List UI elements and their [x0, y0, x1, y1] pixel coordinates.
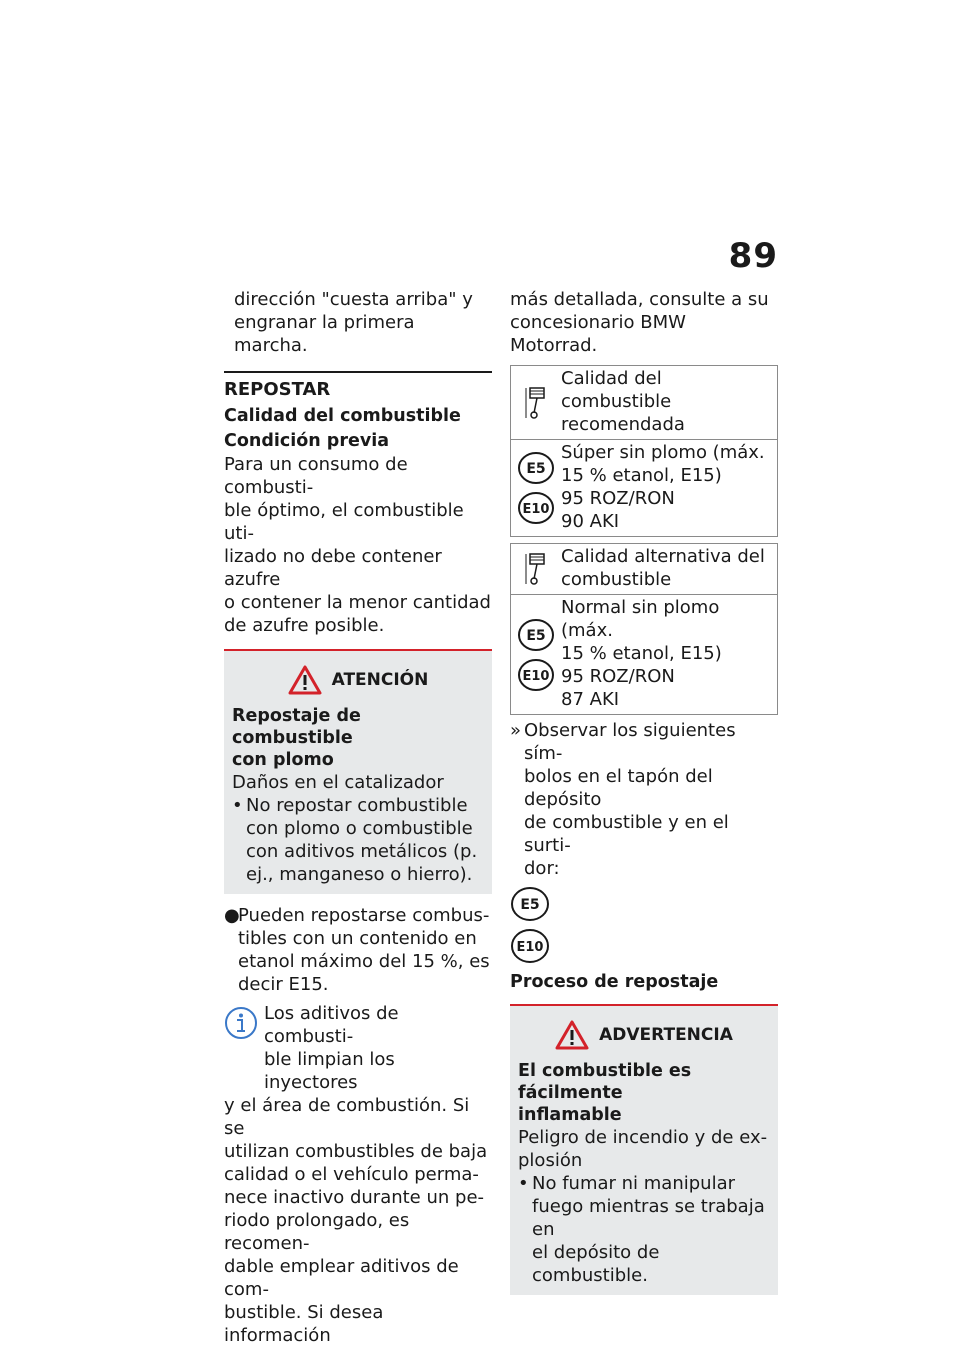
- attention-box: [224, 649, 492, 894]
- badge-label: E10: [516, 940, 544, 955]
- intro-text: [224, 288, 492, 357]
- fuel-table-header: [511, 544, 777, 594]
- text-line: Observar los siguientes sím-: [524, 720, 736, 764]
- text-line: dirección "cuesta arriba" y: [234, 289, 473, 310]
- fuel-table-body: [511, 439, 777, 536]
- text-line: Para un consumo de combusti-: [224, 454, 408, 498]
- text-line: con aditivos metálicos (p.: [246, 841, 478, 862]
- text-line: Calidad alternativa del: [561, 546, 765, 567]
- badge-label: E5: [526, 627, 546, 644]
- attention-subtitle: Daños en el catalizador: [232, 772, 444, 793]
- attention-bullet: [232, 794, 484, 886]
- text-line: lizado no debe contener azufre: [224, 546, 442, 590]
- text-line: bustible. Si desea información: [224, 1302, 384, 1346]
- page-number: 89: [728, 236, 778, 276]
- engine-piston-icon: [523, 386, 549, 420]
- note-bullet: [224, 904, 492, 996]
- text-line: más detallada, consulte a su: [510, 289, 769, 310]
- fuel-table-recommended: [510, 365, 778, 537]
- text-line: ble limpian los inyectores: [264, 1049, 395, 1093]
- e10-badge-icon: [517, 658, 555, 692]
- text-line: recomendada: [561, 414, 685, 435]
- text-line: Normal sin plomo (máx.: [561, 597, 720, 641]
- badge-label: E10: [522, 502, 550, 517]
- text-line: riodo prolongado, es recomen-: [224, 1210, 410, 1254]
- text-line: combustible: [561, 569, 672, 590]
- step-instruction: [510, 719, 778, 880]
- text-line: ble óptimo, el combustible uti-: [224, 500, 464, 544]
- warning-subtitle: Peligro de incendio y de ex-: [518, 1127, 768, 1148]
- text-line: dable emplear aditivos de com-: [224, 1256, 459, 1300]
- text-line: Calidad del combustible: [561, 368, 672, 412]
- condition-title: Condición previa: [224, 431, 390, 451]
- subsection-title: Calidad del combustible: [224, 406, 461, 426]
- condition-text: [224, 453, 492, 637]
- text-line: 95 ROZ/RON: [561, 666, 675, 687]
- text-line: etanol máximo del 15 %, es: [238, 951, 490, 972]
- badge-label: E10: [522, 668, 550, 684]
- text-line: 87 AKI: [561, 689, 620, 710]
- text-line: No repostar combustible: [246, 795, 468, 816]
- warning-label: ADVERTENCIA: [599, 1025, 733, 1045]
- text-line: calidad o el vehículo perma-: [224, 1164, 479, 1185]
- text-line: con plomo o combustible: [246, 818, 473, 839]
- text-line: ej., manganeso o hierro).: [246, 864, 473, 885]
- warning-triangle-icon: [555, 1020, 589, 1050]
- bullet-dot: •: [518, 1173, 529, 1194]
- badge-label: E5: [526, 461, 546, 477]
- attention-label: ATENCIÓN: [331, 670, 429, 690]
- e5-badge-icon: [510, 886, 550, 922]
- text-line: decir E15.: [238, 974, 329, 995]
- text-line: engranar la primera marcha.: [234, 312, 415, 356]
- text-line: Súper sin plomo (máx.: [561, 442, 765, 463]
- text-line: 95 ROZ/RON: [561, 488, 675, 509]
- text-line: y el área de combustión. Si se: [224, 1095, 470, 1139]
- text-line: el depósito de combustible.: [532, 1242, 660, 1286]
- warning-bullet: [518, 1172, 770, 1287]
- text-line: dor:: [524, 858, 560, 879]
- text-line: concesionario BMW Motorrad.: [510, 312, 686, 356]
- right-column: [510, 288, 778, 1295]
- e5-badge-icon: [517, 451, 555, 485]
- text-line: utilizan combustibles de baja: [224, 1141, 488, 1162]
- text-line: nece inactivo durante un pe-: [224, 1187, 485, 1208]
- text-line: Pueden repostarse combus-: [238, 905, 490, 926]
- warning-header: [518, 1020, 770, 1050]
- text-line: 15 % etanol, E15): [561, 643, 722, 664]
- e10-badge-icon: [510, 928, 550, 964]
- text-line: bolos en el tapón del depósito: [524, 766, 713, 810]
- text-line: 15 % etanol, E15): [561, 465, 722, 486]
- section-title: REPOSTAR: [224, 371, 492, 400]
- text-line: fuego mientras se trabaja en: [532, 1196, 765, 1240]
- text-line: o contener la menor cantidad: [224, 592, 491, 613]
- fuel-table-body: [511, 594, 777, 714]
- e10-badge-icon: [517, 491, 555, 525]
- bullet-dot: •: [232, 795, 243, 816]
- attention-header: [232, 665, 484, 695]
- bullet-dot: ●: [224, 905, 240, 926]
- process-title: Proceso de repostaje: [510, 972, 719, 992]
- attention-title: Repostaje de combustible: [232, 706, 361, 748]
- fuel-table-alternative: [510, 543, 778, 715]
- info-icon: [224, 1006, 258, 1040]
- text-line: Los aditivos de combusti-: [264, 1003, 399, 1047]
- warning-triangle-icon: [288, 665, 322, 695]
- engine-piston-icon: [523, 552, 549, 586]
- left-column: [224, 288, 492, 1347]
- text-line: No fumar ni manipular: [532, 1173, 736, 1194]
- badge-label: E5: [520, 897, 540, 913]
- fuel-table-header: [511, 366, 777, 439]
- attention-title: con plomo: [232, 750, 334, 770]
- text-line: de combustible y en el surti-: [524, 812, 729, 856]
- warning-title: inflamable: [518, 1105, 622, 1125]
- warning-box: [510, 1004, 778, 1295]
- warning-subtitle: plosión: [518, 1150, 583, 1171]
- text-line: de azufre posible.: [224, 615, 385, 636]
- warning-title: El combustible es fácilmente: [518, 1061, 692, 1103]
- step-arrow-icon: »: [510, 720, 522, 741]
- text-line: tibles con un contenido en: [238, 928, 477, 949]
- e5-badge-icon: [517, 618, 555, 652]
- text-line: 90 AKI: [561, 511, 620, 532]
- info-note: [224, 1002, 492, 1347]
